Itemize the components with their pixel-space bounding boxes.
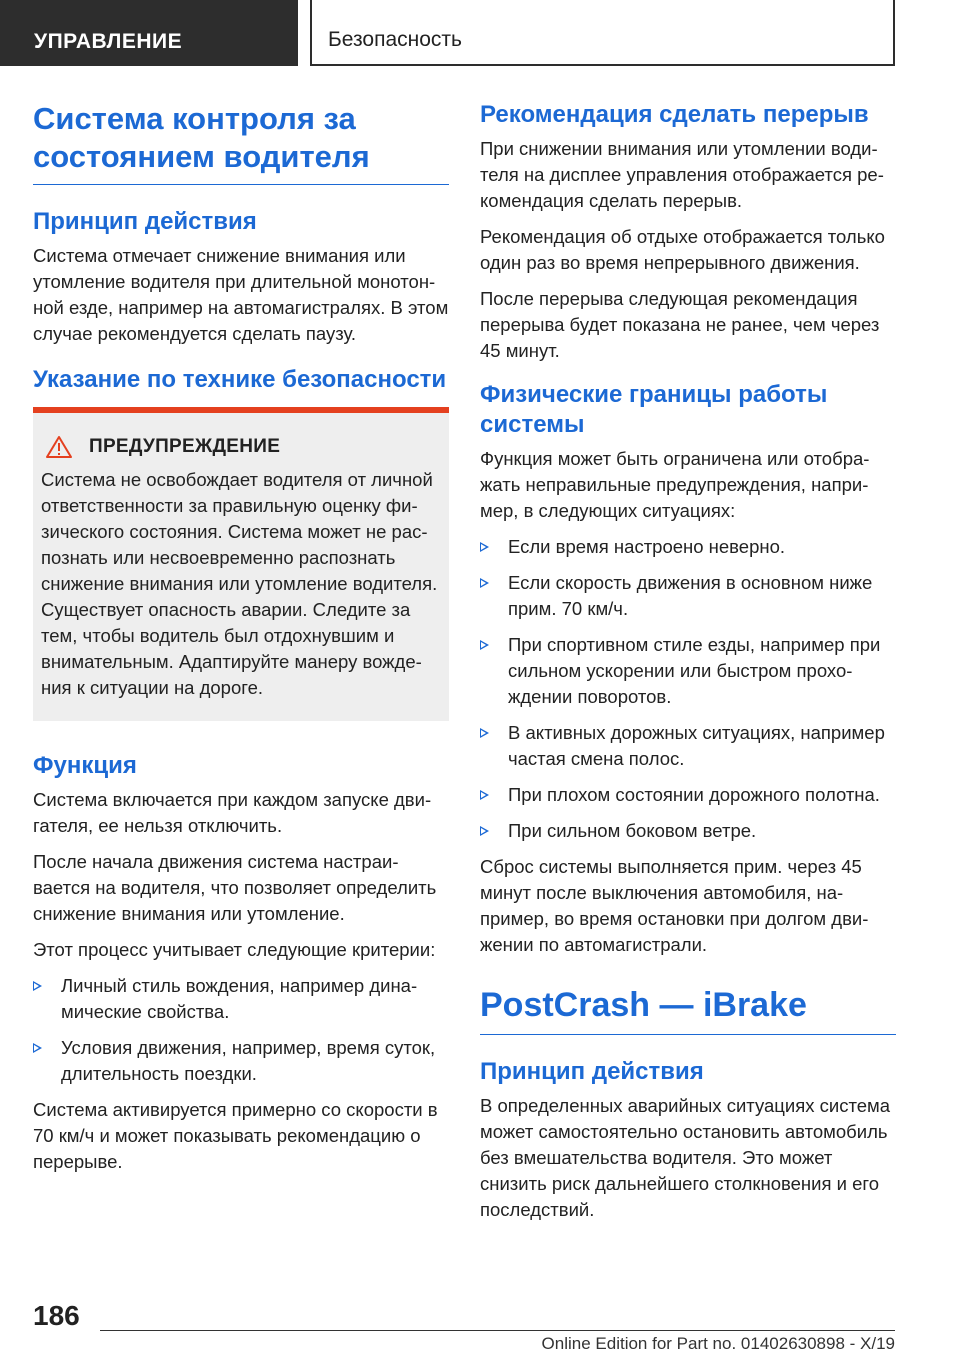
page-header: [0, 0, 960, 66]
section-tab: Безопасность: [310, 0, 895, 66]
break-paragraph-2: Рекомендация об отдыхе отображается только один раз во время непрерывного движения.: [480, 226, 885, 273]
list-item: Если скорость движения в основном ниже прим. 70 км/ч.: [480, 570, 896, 622]
principle-text: Система отмечает снижение внимания или утомление водителя при длительной монотонной езде, например на автомагистралях. В этом случае рекомендуется сделать паузу.: [33, 245, 449, 344]
postcrash-text: В определенных аварийных ситуациях система может самостоятельно остановить автомобиль без вмешательства водителя. Это может снизить риск дальнейшего столкновения и его последствий.: [480, 1095, 891, 1220]
list-item: Если время настроено неверно.: [480, 534, 896, 560]
list-item: При плохом состоянии дорожного полотна.: [480, 782, 896, 808]
bullet-triangle-icon: [480, 790, 489, 800]
list-item: Личный стиль вождения, например динамические свойства.: [33, 973, 449, 1025]
limits-paragraph-2: Сброс системы выполняется прим. через 45 минут после выключения автомобиля, например, во время остановки при долгом движении по автомагистрали.: [480, 856, 869, 955]
function-paragraph-3: Этот процесс учитывает следующие критерии:: [33, 939, 436, 960]
function-paragraph-2: После начала движения система настраивается на водителя, что позволяет определить снижение внимания или утомление.: [33, 851, 437, 924]
list-item: При сильном боковом ветре.: [480, 818, 896, 844]
criteria-list: [33, 973, 449, 1087]
edition-text: Online Edition for Part no. 01402630898 - X/19: [541, 1334, 895, 1353]
break-heading: Рекомендация сделать перерыв: [480, 101, 869, 128]
safety-heading: Указание по технике безопасности: [33, 366, 447, 393]
limits-list: [480, 534, 896, 844]
list-item: В активных дорожных ситуациях, например частая смена полос.: [480, 720, 896, 772]
warning-header: [41, 435, 439, 459]
page-number: 186: [33, 1300, 80, 1331]
warning-title: ПРЕДУПРЕЖДЕНИЕ: [89, 436, 281, 457]
chapter-title: Система контроля за состоянием водителя: [33, 100, 449, 185]
chapter-tab: УПРАВЛЕНИЕ: [0, 0, 298, 66]
warning-box: [33, 407, 449, 721]
warning-text: Система не освобождает водителя от личной ответственности за правильную оценку физического состояния. Система может не распознать или несвоевременно распознать снижение внимания или утомление водителя. Существует опасность аварии. Следите за тем, чтобы водитель был отдохнувшим и внимательным. Адаптируйте манеру вождения к ситуации на дороге.: [41, 469, 438, 698]
break-paragraph-3: После перерыва следующая рекомендация перерыва будет показана не ранее, чем через 45 минут.: [480, 288, 880, 361]
bullet-triangle-icon: [480, 542, 489, 552]
postcrash-heading: Принцип действия: [480, 1058, 704, 1085]
bullet-triangle-icon: [480, 640, 489, 650]
bullet-triangle-icon: [33, 1043, 42, 1053]
footer-divider: [100, 1330, 895, 1331]
bullet-triangle-icon: [480, 728, 489, 738]
bullet-triangle-icon: [480, 826, 489, 836]
postcrash-title: PostCrash — iBrake: [480, 984, 896, 1035]
bullet-triangle-icon: [33, 981, 42, 991]
list-item: При спортивном стиле езды, например при сильном ускорении или быстром прохождении поворотов.: [480, 632, 896, 710]
list-item: Условия движения, например, время суток, длительность поездки.: [33, 1035, 449, 1087]
function-heading: Функция: [33, 752, 137, 779]
limits-paragraph-1: Функция может быть ограничена или отображать неправильные предупреждения, например, в следующих ситуациях:: [480, 448, 870, 521]
break-paragraph-1: При снижении внимания или утомлении водителя на дисплее управления отображается рекомендация сделать перерыв.: [480, 138, 884, 211]
warning-triangle-icon: [45, 435, 73, 459]
principle-heading: Принцип действия: [33, 208, 257, 235]
limits-heading: Физические границы работы системы: [480, 381, 828, 438]
left-column: [33, 100, 449, 1185]
bullet-triangle-icon: [480, 578, 489, 588]
function-paragraph-4: Система активируется примерно со скорости в 70 км/ч и может показывать рекомендацию о перерыве.: [33, 1099, 438, 1172]
function-paragraph-1: Система включается при каждом запуске двигателя, ее нельзя отключить.: [33, 789, 432, 836]
right-column: [480, 100, 896, 1233]
